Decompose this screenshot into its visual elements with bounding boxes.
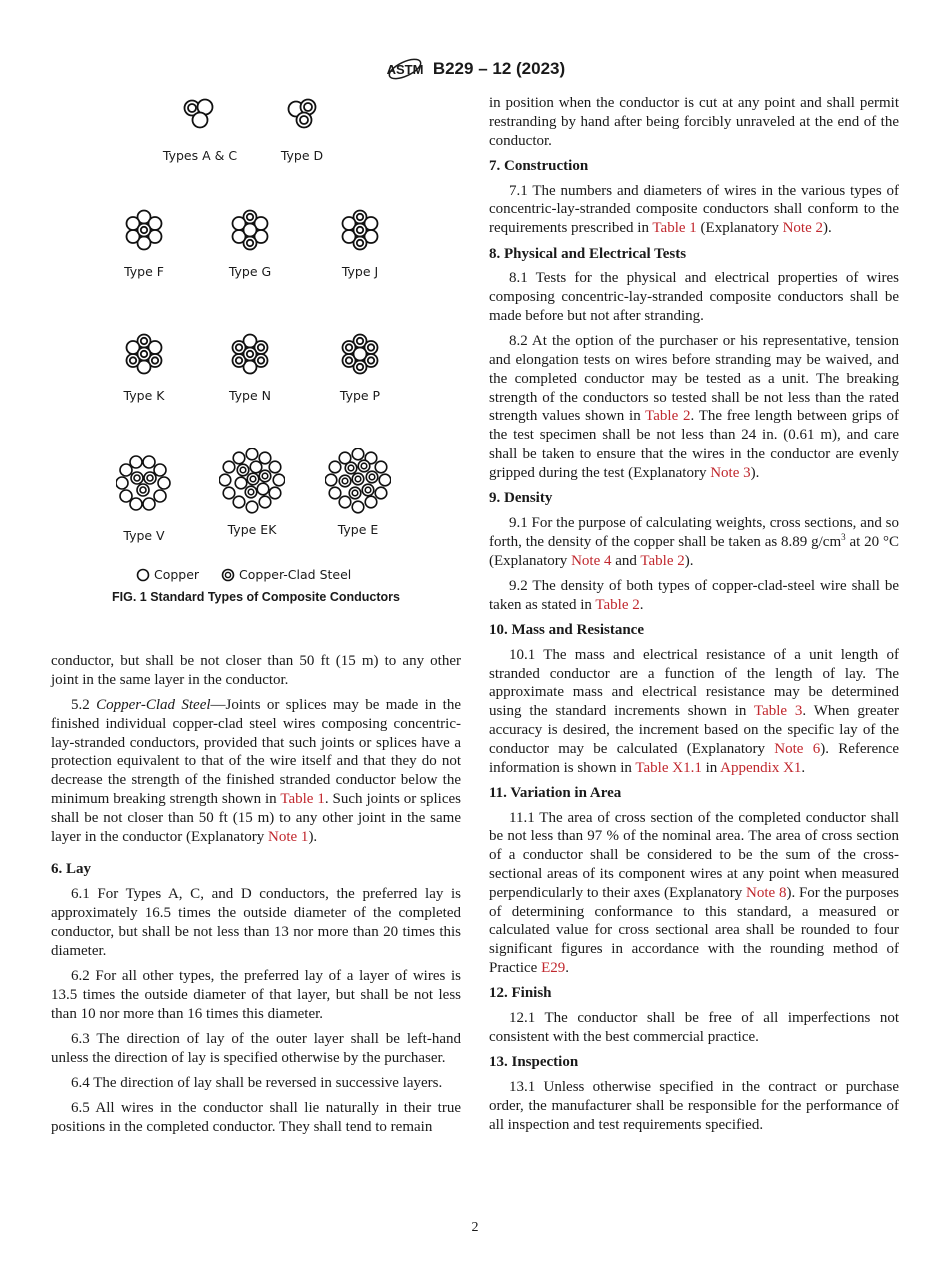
document-header xyxy=(0,54,950,84)
type-k-diagram-icon xyxy=(122,332,166,376)
figure-1 xyxy=(100,92,412,612)
paragraph-9-1: 9.1 For the purpose of calculating weights, cross sections, and so forth, the density of the copper shall be taken as 8.89 $g/cm^3$ at 20 °C (Explanatory Note 4 and Table 2). xyxy=(489,514,899,569)
type-label: Type G xyxy=(228,264,272,279)
paragraph-8-1: 8.1 Tests for the physical and electrical properties of wires composing concentric-lay-stranded composite conductors shall be made before but not after stranding. xyxy=(489,270,899,324)
conductor-type-f xyxy=(108,208,180,279)
page-number: 2 xyxy=(471,1220,479,1235)
type-ek-diagram-icon xyxy=(219,448,285,514)
conductor-type-a-c xyxy=(160,96,240,163)
link-table-2[interactable]: Table 2 xyxy=(640,552,685,569)
astm-logo-icon xyxy=(385,54,425,84)
conductor-type-p xyxy=(324,332,396,403)
link-note-1[interactable]: Note 1 xyxy=(268,828,309,845)
paragraph-6-2: 6.2 For all other types, the preferred lay of a layer of wires is 13.5 times the outside diameter of that layer, but shall be not less than 10 nor more than 16 times this diameter. xyxy=(51,967,461,1022)
paragraph-title: Copper-Clad Steel xyxy=(96,697,211,714)
type-label: Type V xyxy=(123,528,165,543)
left-column xyxy=(51,652,461,1143)
conductor-type-v xyxy=(104,454,184,543)
conductor-type-k xyxy=(108,332,180,403)
section-6-heading: 6. Lay xyxy=(51,861,92,878)
conductor-type-g xyxy=(214,208,286,279)
legend-copper-label: Copper xyxy=(153,567,200,582)
section-12-heading: 12. Finish xyxy=(489,985,552,1002)
paragraph-13-1: 13.1 Unless otherwise specified in the contract or purchase order, the manufacturer shall be responsible for the performance of all inspection and test requirements specified. xyxy=(489,1078,899,1133)
paragraph-6-3: 6.3 The direction of lay of the outer layer shall be left-hand unless the direction of lay is specified otherwise by the purchaser. xyxy=(51,1030,461,1066)
conductor-type-ek xyxy=(212,448,292,537)
conductor-type-d xyxy=(262,96,342,163)
section-13-heading: 13. Inspection xyxy=(489,1054,579,1071)
section-8-heading: 8. Physical and Electrical Tests xyxy=(489,245,687,262)
right-column xyxy=(489,94,899,1141)
paragraph-11-1: 11.1 The area of cross section of the completed conductor shall be not less than 97 % of the nominal area. The area of cross section of a conductor shall be considered to be the sum of the cross-sectional areas of its component wires at any point when measured perpendicularly to their axes (Explanatory Note 8). For the purposes of determining conformance to this standard, a measured or calculated value for cross sectional area shall be rounded to four significant figures in accordance with the rounding method of Practice E29. xyxy=(489,809,899,976)
type-label: Type D xyxy=(280,148,324,163)
link-note-6[interactable]: Note 6 xyxy=(774,740,821,757)
paragraph-5-2: 5.2 Copper-Clad Steel—Joints or splices may be made in the finished individual copper-clad steel wires composing concentric-lay-stranded conductors, provided that such joints or splices have a protection equivalent to that of the wire itself and that they do not decrease the strength of the finished stranded conductor below the minimum breaking strength shown in Table 1. Such joints or splices shall be not closer than 50 ft (15 m) to any other joint in the same layer in the conductor (Explanatory Note 1). xyxy=(51,697,461,845)
type-label: Type K xyxy=(123,388,165,403)
link-note-3[interactable]: Note 3 xyxy=(710,464,751,481)
link-appendix-x1[interactable]: Appendix X1 xyxy=(720,759,802,776)
type-label: Type P xyxy=(339,388,381,403)
link-table-3[interactable]: Table 3 xyxy=(753,703,803,720)
copper-clad-steel-wire-icon xyxy=(221,568,235,582)
paragraph-continuation: conductor, but shall be not closer than 50 ft (15 m) to any other joint in the same layer in the conductor. xyxy=(51,653,461,688)
paragraph-9-2: 9.2 The density of both types of copper-clad-steel wire shall be taken as stated in Table 2. xyxy=(489,577,899,613)
type-label: Type N xyxy=(228,388,272,403)
type-n-diagram-icon xyxy=(228,332,272,376)
section-11-heading: 11. Variation in Area xyxy=(489,784,622,801)
link-e29[interactable]: E29 xyxy=(541,959,566,976)
section-10-heading: 10. Mass and Resistance xyxy=(489,621,645,638)
type-e-diagram-icon xyxy=(325,448,391,514)
conductor-type-e xyxy=(318,448,398,537)
paragraph-6-4: 6.4 The direction of lay shall be reversed in successive layers. xyxy=(71,1074,443,1091)
section-7-heading: 7. Construction xyxy=(489,157,589,174)
type-v-diagram-icon xyxy=(116,454,172,514)
type-g-diagram-icon xyxy=(228,208,272,252)
paragraph-6-1: 6.1 For Types A, C, and D conductors, the preferred lay is approximately 16.5 times the outside diameter of the completed conductor, but shall be not less than 13 nor more than 20 times this diameter. xyxy=(51,886,461,959)
paragraph-8-2: 8.2 At the option of the purchaser or his representative, tension and elongation tests on wires before stranding may be waived, and the completed conductor may be tested as a unit. The breaking strength of the conductors so tested shall be not less than the rated strength values shown in Table 2. The free length between grips of the test specimen shall be not less than 24 in. (0.61 m), and care shall be taken to ensure that the wires in the conductor are evenly gripped during the test (Explanatory Note 3). xyxy=(489,333,899,481)
paragraph-12-1: 12.1 The conductor shall be free of all imperfections not consistent with the best commercial practice. xyxy=(489,1010,899,1045)
section-9-heading: 9. Density xyxy=(489,490,553,507)
type-label: Types A & C xyxy=(162,148,238,163)
link-table-1[interactable]: Table 1 xyxy=(652,220,697,237)
link-note-2[interactable]: Note 2 xyxy=(782,220,824,237)
paragraph-7-1: 7.1 The numbers and diameters of wires in the various types of concentric-lay-stranded composite conductors shall conform to the requirements prescribed in Table 1 (Explanatory Note 2). xyxy=(489,182,899,237)
types-a-c-diagram-icon xyxy=(180,96,220,132)
type-d-diagram-icon xyxy=(282,96,322,132)
link-note-4[interactable]: Note 4 xyxy=(571,552,612,569)
paragraph-continuation: in position when the conductor is cut at any point and shall permit restranding by hand after being forcibly unraveled at the end of the conductor. xyxy=(489,95,899,149)
link-table-2[interactable]: Table 2 xyxy=(645,408,691,425)
conductor-type-j xyxy=(324,208,396,279)
link-table-2[interactable]: Table 2 xyxy=(595,596,640,613)
paragraph-10-1: 10.1 The mass and electrical resistance of a unit length of stranded conductor are a function of the length of lay. The approximate mass and electrical resistance may be determined using the standard increments shown in Table 3. When greater accuracy is desired, the increment based on the specific lay of the conductor may be calculated (Explanatory Note 6). Reference information is shown in Table X1.1 in Appendix X1. xyxy=(489,646,899,776)
type-p-diagram-icon xyxy=(338,332,382,376)
figure-caption: FIG. 1 Standard Types of Composite Conductors xyxy=(112,590,400,604)
type-label: Type E xyxy=(337,522,379,537)
svg-text:ASTM: ASTM xyxy=(386,62,424,77)
type-label: Type EK xyxy=(227,522,277,537)
conductor-type-n xyxy=(214,332,286,403)
copper-wire-icon xyxy=(136,568,150,582)
paragraph-6-5: 6.5 All wires in the conductor shall lie naturally in their true positions in the completed conductor. They shall tend to remain xyxy=(51,1100,461,1136)
link-note-8[interactable]: Note 8 xyxy=(746,884,787,901)
type-j-diagram-icon xyxy=(338,208,382,252)
legend-copper-clad-steel-label: Copper-Clad Steel xyxy=(239,567,352,582)
type-f-diagram-icon xyxy=(122,208,166,252)
link-table-x1-1[interactable]: Table X1.1 xyxy=(635,759,702,776)
link-table-1[interactable]: Table 1 xyxy=(280,791,325,808)
type-label: Type J xyxy=(341,264,379,279)
figure-legend xyxy=(136,566,351,582)
type-label: Type F xyxy=(124,264,164,279)
standard-designation: B229 – 12 (2023) xyxy=(432,59,566,78)
